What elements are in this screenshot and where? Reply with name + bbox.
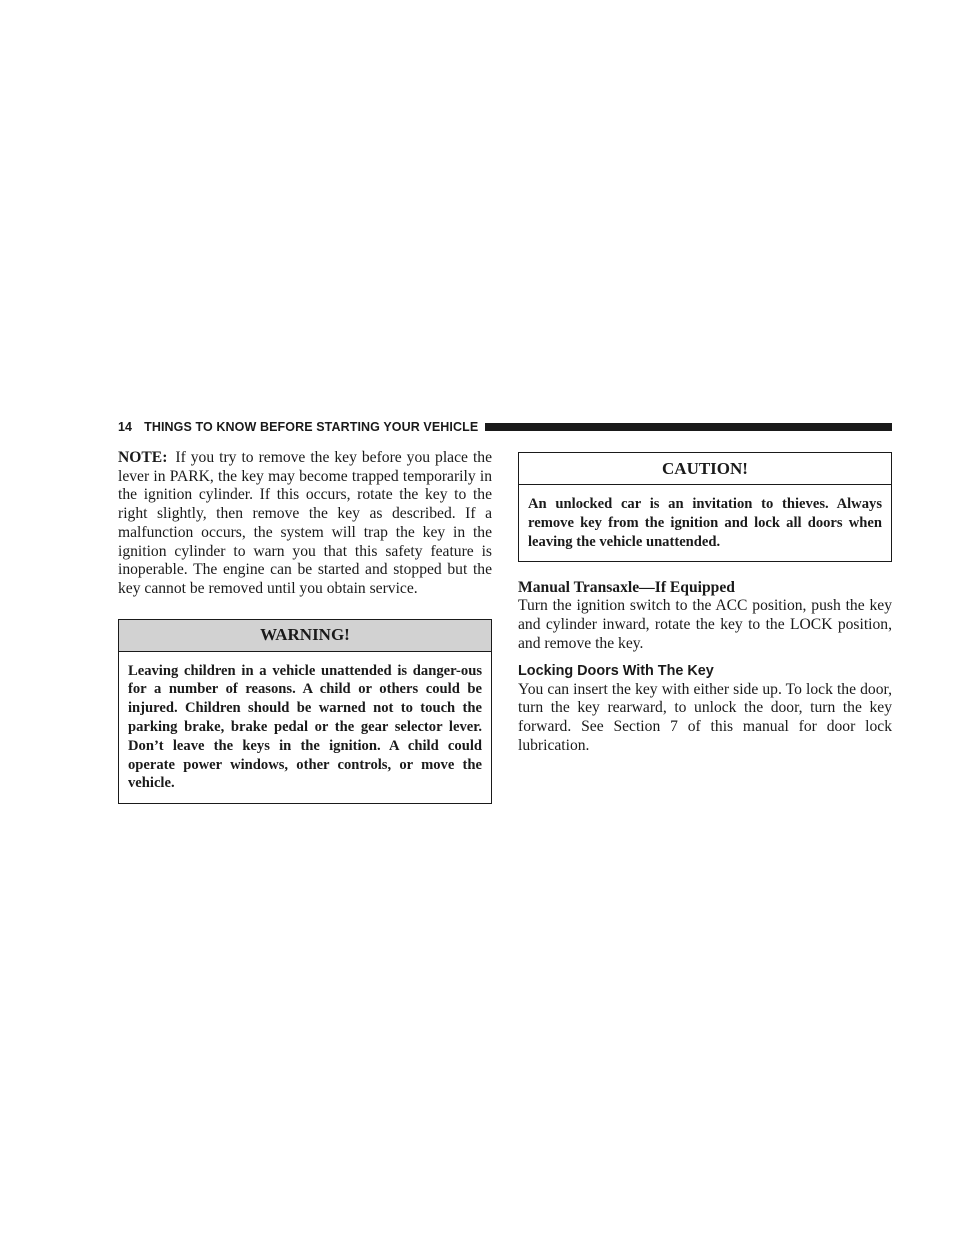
manual-transaxle-heading: Manual Transaxle—If Equipped (518, 579, 735, 597)
left-column (118, 449, 492, 804)
locking-doors-heading: Locking Doors With The Key (518, 662, 714, 679)
header-rule (485, 423, 892, 431)
section-title: THINGS TO KNOW BEFORE STARTING YOUR VEHICLE (144, 420, 479, 434)
page-header (118, 419, 892, 435)
note-label: NOTE: (118, 449, 168, 466)
note-paragraph (118, 449, 492, 599)
page-number: 14 (118, 420, 133, 434)
warning-box (118, 619, 492, 805)
right-column (518, 449, 892, 755)
warning-text: Leaving children in a vehicle unattended is danger-ous for a number of reasons. A child or others could be injured. Children should be warned not to touch the parking brake, brake pedal or the gear selector lever. Don’t leave the keys in the ignition. A child could operate power windows, other controls, or move the vehicle. (128, 662, 482, 792)
caution-text: An unlocked car is an invitation to thieves. Always remove key from the ignition and lock all doors when leaving the vehicle unattended. (528, 496, 882, 550)
caution-box (518, 452, 892, 562)
locking-doors-text: You can insert the key with either side up. To lock the door, turn the key rearward, to unlock the door, turn the key forward. See Section 7 of this manual for door lock lubrication. (518, 680, 892, 754)
caution-title: CAUTION! (519, 453, 891, 485)
warning-title: WARNING! (119, 620, 491, 652)
note-text: If you try to remove the key before you place the lever in PARK, the key may become trapped temporarily in the ignition cylinder. If this occurs, rotate the key to the right slightly, then remove the key as described. If a malfunction occurs, the system will trap the key in the ignition cylinder to warn you that this safety feature is inoperable. The engine can be started and stopped but the key cannot be removed until you obtain service. (118, 449, 492, 597)
manual-transaxle-text: Turn the ignition switch to the ACC position, push the key and cylinder inward, rotate the key to the LOCK position, and remove the key. (518, 597, 892, 652)
